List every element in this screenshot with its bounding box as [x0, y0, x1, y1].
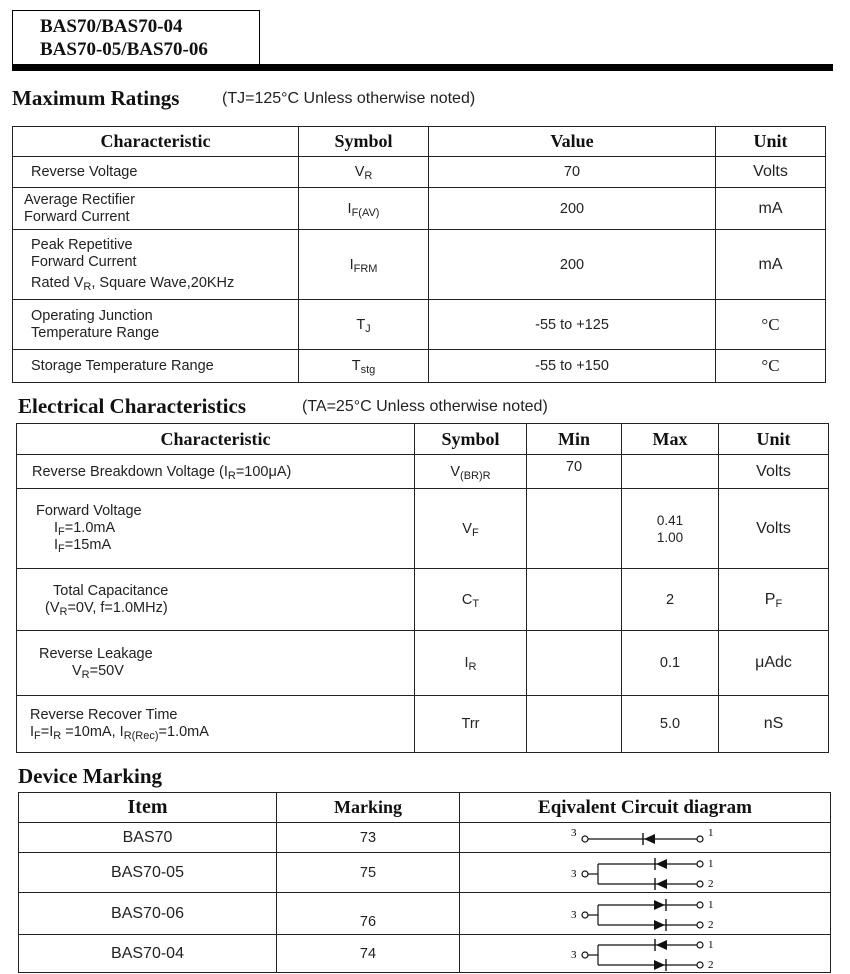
item-cell: BAS70	[19, 823, 277, 853]
col-value: Value	[429, 127, 716, 157]
unit-cell: $P_F$	[719, 569, 829, 631]
table-row	[19, 823, 831, 853]
table-row	[17, 696, 829, 753]
unit-cell: Volts	[716, 157, 826, 188]
table-row	[17, 455, 829, 489]
min-cell	[527, 696, 622, 753]
characteristic-line: $I_F=15mA$	[54, 537, 112, 555]
unit-cell: mA	[716, 230, 826, 300]
terminal-circle	[697, 836, 703, 842]
pin-label: 2	[708, 958, 714, 971]
circuit-cell	[460, 853, 831, 893]
table-row	[17, 631, 829, 696]
unit-cell: mA	[716, 188, 826, 230]
symbol-cell: Trr	[415, 696, 527, 753]
max-cell: 0.1	[622, 631, 719, 696]
diode-icon	[656, 940, 667, 950]
terminal-circle	[697, 881, 703, 887]
table-row	[13, 157, 826, 188]
characteristic-cell	[13, 300, 299, 350]
diode-icon	[654, 900, 665, 910]
terminal-circle	[582, 836, 588, 842]
diode-icon	[644, 834, 655, 844]
value-cell: -55 to +125	[429, 300, 716, 350]
table-row	[13, 230, 826, 300]
symbol-cell: $T_J$	[299, 300, 429, 350]
terminal-circle	[697, 861, 703, 867]
pin-label: 2	[708, 877, 714, 890]
characteristic-cell	[17, 489, 415, 569]
table-row	[13, 188, 826, 230]
item-cell: BAS70-06	[19, 893, 277, 935]
diode-icon	[656, 859, 667, 869]
table-row	[13, 350, 826, 383]
marking-cell: 75	[277, 853, 460, 893]
max-ratings-table	[12, 126, 826, 383]
min-cell	[527, 569, 622, 631]
circuit-diagram-single	[545, 825, 745, 851]
characteristic-cell	[13, 230, 299, 300]
terminal-circle	[582, 871, 588, 877]
circuit-cell	[460, 893, 831, 935]
table-row	[19, 893, 831, 935]
table-row	[19, 935, 831, 973]
terminal-circle	[697, 922, 703, 928]
unit-cell: Volts	[719, 489, 829, 569]
max-cell: 2	[622, 569, 719, 631]
characteristic-line: $V_R=50V$	[72, 663, 124, 681]
item-cell: BAS70-05	[19, 853, 277, 893]
circuit-diagram-common-anode	[545, 896, 745, 932]
pin-label: 3	[571, 867, 577, 880]
terminal-circle	[697, 942, 703, 948]
symbol-cell: $I_{FRM}$	[299, 230, 429, 300]
col-unit: Unit	[719, 424, 829, 455]
characteristic-cell	[17, 696, 415, 753]
col-min: Min	[527, 424, 622, 455]
min-cell	[527, 489, 622, 569]
terminal-circle	[582, 912, 588, 918]
pin-label: 1	[708, 826, 714, 839]
col-symbol: Symbol	[415, 424, 527, 455]
characteristic-cell: Storage Temperature Range	[13, 350, 299, 383]
col-characteristic: Characteristic	[17, 424, 415, 455]
pin-label: 3	[571, 908, 577, 921]
min-cell	[527, 631, 622, 696]
item-cell: BAS70-04	[19, 935, 277, 973]
symbol-cell: $V_F$	[415, 489, 527, 569]
pin-label: 3	[571, 948, 577, 961]
unit-cell: Volts	[719, 455, 829, 489]
electrical-condition: (TA=25°C Unless otherwise noted)	[302, 398, 548, 415]
characteristic-cell	[17, 569, 415, 631]
value-cell: 200	[429, 188, 716, 230]
symbol-cell: $I_R$	[415, 631, 527, 696]
characteristic-cell: Reverse Voltage	[13, 157, 299, 188]
unit-cell: μAdc	[719, 631, 829, 696]
min-cell: 70	[527, 455, 622, 489]
table-row	[13, 300, 826, 350]
pin-label: 3	[571, 826, 577, 839]
symbol-cell: $T_{stg}$	[299, 350, 429, 383]
device-marking-title: Device Marking	[18, 764, 163, 788]
characteristic-line: $I_F=1.0mA$	[54, 520, 116, 538]
max-ratings-title: Maximum Ratings	[12, 86, 180, 110]
table-row	[17, 489, 829, 569]
circuit-diagram-series	[545, 936, 745, 972]
characteristic-line: Total Capacitance	[53, 582, 169, 599]
diode-icon	[654, 960, 665, 970]
symbol-cell: $I_{F(AV)}$	[299, 188, 429, 230]
characteristic-line: ($V_R=0V$, f=1.0MHz)	[45, 599, 168, 618]
circuit-cell	[460, 823, 831, 853]
col-item: Item	[19, 793, 277, 823]
value-cell: 70	[429, 157, 716, 188]
max-line: 1.00	[656, 529, 684, 545]
characteristic-line: Reverse Leakage	[39, 646, 153, 662]
header-rule	[12, 64, 833, 71]
pin-label: 2	[708, 918, 714, 931]
diode-icon	[656, 879, 667, 889]
electrical-table	[16, 423, 829, 753]
unit-cell: °C	[716, 350, 826, 383]
symbol-cell: $V_R$	[299, 157, 429, 188]
characteristic-line: Temperature Range	[31, 324, 160, 341]
unit-cell: nS	[719, 696, 829, 753]
col-characteristic: Characteristic	[13, 127, 299, 157]
col-symbol: Symbol	[299, 127, 429, 157]
diode-icon	[654, 920, 665, 930]
characteristic-line: Forward Voltage	[36, 503, 142, 519]
characteristic-line: Rated $V_R$, Square Wave,20KHz	[31, 275, 235, 293]
max-cell: 5.0	[622, 696, 719, 753]
max-cell	[622, 489, 719, 569]
pin-label: 1	[708, 898, 714, 911]
characteristic-line: Reverse Recover Time	[30, 707, 178, 723]
terminal-circle	[697, 902, 703, 908]
table-row	[19, 853, 831, 893]
symbol-cell: $C_T$	[415, 569, 527, 631]
col-circuit: Eqivalent Circuit diagram	[460, 793, 831, 823]
characteristic-cell	[17, 631, 415, 696]
characteristic-line: Forward Current	[24, 208, 130, 225]
electrical-title: Electrical Characteristics	[18, 394, 246, 418]
table-row	[17, 569, 829, 631]
pin-label: 1	[708, 857, 714, 870]
max-line: 0.41	[656, 512, 684, 528]
col-max: Max	[622, 424, 719, 455]
characteristic-line: $I_F=I_R =10mA$, $I_{R(Rec)}=1.0mA$	[30, 724, 209, 742]
part-number-line-1: BAS70/BAS70-04	[40, 16, 183, 37]
value-cell: -55 to +150	[429, 350, 716, 383]
marking-cell: 76	[277, 893, 460, 935]
value-cell: 200	[429, 230, 716, 300]
circuit-cell	[460, 935, 831, 973]
col-marking: Marking	[277, 793, 460, 823]
device-marking-table	[18, 792, 831, 973]
characteristic-line: Peak Repetitive	[31, 237, 133, 253]
characteristic-cell: Reverse Breakdown Voltage $(I_R=100\mu A)$	[17, 455, 415, 489]
characteristic-cell	[13, 188, 299, 230]
circuit-diagram-common-cathode	[545, 855, 745, 891]
terminal-circle	[582, 952, 588, 958]
symbol-cell: $V_{(BR)R}$	[415, 455, 527, 489]
characteristic-line: Average Rectifier	[24, 191, 135, 208]
characteristic-line: Forward Current	[31, 254, 137, 270]
max-cell	[622, 455, 719, 489]
terminal-circle	[697, 962, 703, 968]
marking-cell: 74	[277, 935, 460, 973]
col-unit: Unit	[716, 127, 826, 157]
max-ratings-condition: (TJ=125°C Unless otherwise noted)	[222, 90, 476, 107]
characteristic-line: Operating Junction	[31, 307, 153, 324]
pin-label: 1	[708, 938, 714, 951]
marking-cell: 73	[277, 823, 460, 853]
part-number-line-2: BAS70-05/BAS70-06	[40, 39, 208, 60]
unit-cell: °C	[716, 300, 826, 350]
